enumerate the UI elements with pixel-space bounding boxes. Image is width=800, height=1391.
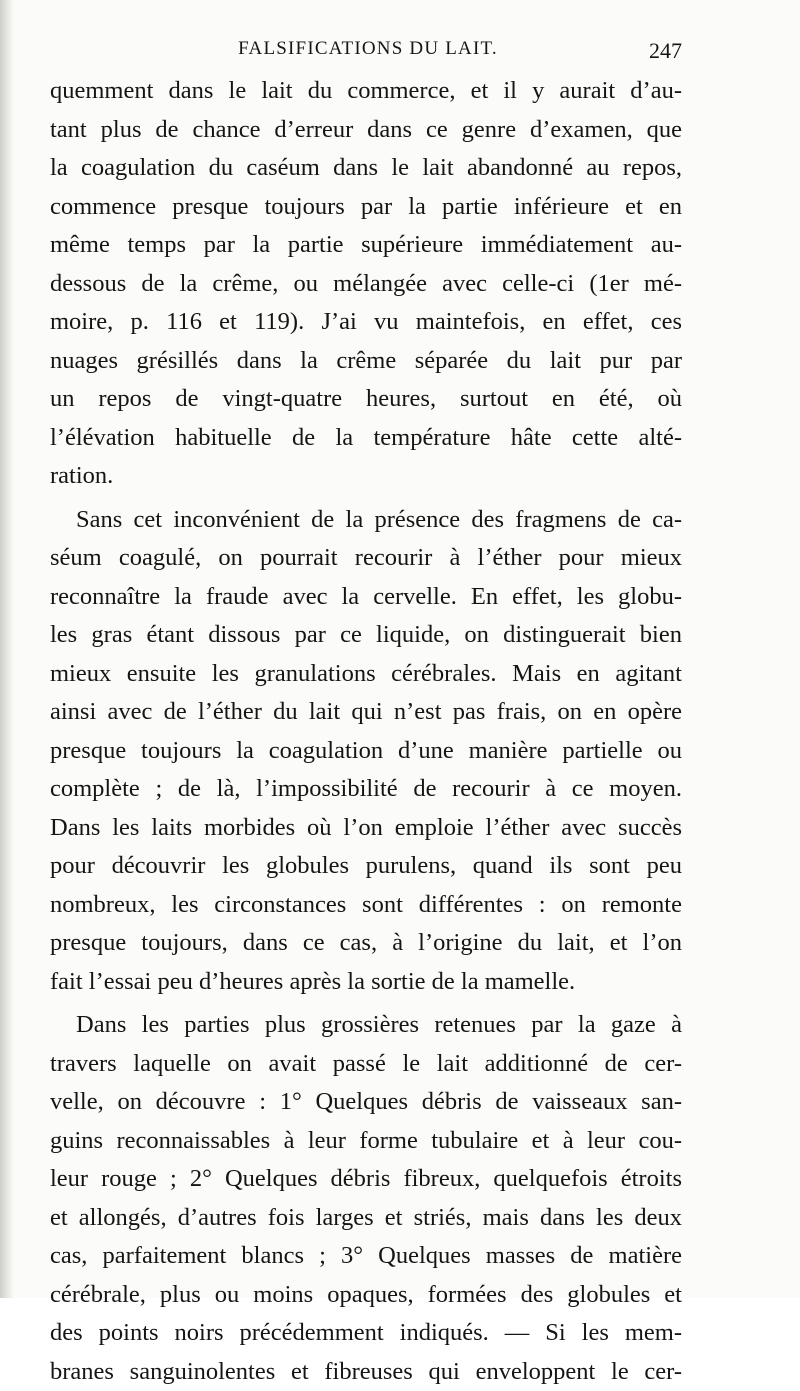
text-line: mieux ensuite les granulations cérébrales. Mais en agitant <box>50 655 682 694</box>
text-line: leur rouge ; 2° Quelques débris fibreux, quelquefois étroits <box>50 1160 682 1199</box>
text-line: travers laquelle on avait passé le lait additionné de cer- <box>50 1045 682 1084</box>
text-line: presque toujours, dans ce cas, à l’origine du lait, et l’on <box>50 924 682 963</box>
text-line: complète ; de là, l’impossibilité de recourir à ce moyen. <box>50 770 682 809</box>
text-line: commence presque toujours par la partie inférieure et en <box>50 188 682 227</box>
page-gutter-shadow <box>0 0 14 1298</box>
text-line: cérébrale, plus ou moins opaques, formées des globules et <box>50 1276 682 1315</box>
text-line: Sans cet inconvénient de la présence des fragmens de ca- <box>50 501 682 540</box>
text-line: guins reconnaissables à leur forme tubulaire et à leur cou- <box>50 1122 682 1161</box>
page-number: 247 <box>649 38 682 64</box>
text-line: quemment dans le lait du commerce, et il y aurait d’au- <box>50 72 682 111</box>
text-line: ration. <box>50 457 682 496</box>
text-line: reconnaître la fraude avec la cervelle. En effet, les globu- <box>50 578 682 617</box>
text-line: dessous de la crême, ou mélangée avec celle-ci (1er mé- <box>50 265 682 304</box>
paragraph <box>50 1006 682 1391</box>
text-line: un repos de vingt-quatre heures, surtout en été, où <box>50 380 682 419</box>
body-text <box>50 72 682 1391</box>
text-line: l’élévation habituelle de la température hâte cette alté- <box>50 419 682 458</box>
text-line: branes sanguinolentes et fibreuses qui enveloppent le cer- <box>50 1353 682 1391</box>
text-line: nombreux, les circonstances sont différentes : on remonte <box>50 886 682 925</box>
text-line: moire, p. 116 et 119). J’ai vu maintefois, en effet, ces <box>50 303 682 342</box>
text-line: pour découvrir les globules purulens, quand ils sont peu <box>50 847 682 886</box>
text-line: fait l’essai peu d’heures après la sortie de la mamelle. <box>50 963 682 1002</box>
text-line: presque toujours la coagulation d’une manière partielle ou <box>50 732 682 771</box>
text-line: Dans les laits morbides où l’on emploie l’éther avec succès <box>50 809 682 848</box>
text-line: nuages grésillés dans la crême séparée du lait pur par <box>50 342 682 381</box>
text-line: et allongés, d’autres fois larges et striés, mais dans les deux <box>50 1199 682 1238</box>
text-line: même temps par la partie supérieure immédiatement au- <box>50 226 682 265</box>
text-line: les gras étant dissous par ce liquide, on distinguerait bien <box>50 616 682 655</box>
text-line: Dans les parties plus grossières retenues par la gaze à <box>50 1006 682 1045</box>
text-line: ainsi avec de l’éther du lait qui n’est pas frais, on en opère <box>50 693 682 732</box>
text-line: la coagulation du caséum dans le lait abandonné au repos, <box>50 149 682 188</box>
paragraph <box>50 501 682 1002</box>
running-head <box>54 38 682 68</box>
text-line: séum coagulé, on pourrait recourir à l’éther pour mieux <box>50 539 682 578</box>
text-line: cas, parfaitement blancs ; 3° Quelques masses de matière <box>50 1237 682 1276</box>
text-line: des points noirs précédemment indiqués. — Si les mem- <box>50 1314 682 1353</box>
paragraph <box>50 72 682 496</box>
text-line: tant plus de chance d’erreur dans ce genre d’examen, que <box>50 111 682 150</box>
text-line: velle, on découvre : 1° Quelques débris de vaisseaux san- <box>50 1083 682 1122</box>
running-title: FALSIFICATIONS DU LAIT. <box>54 38 682 60</box>
